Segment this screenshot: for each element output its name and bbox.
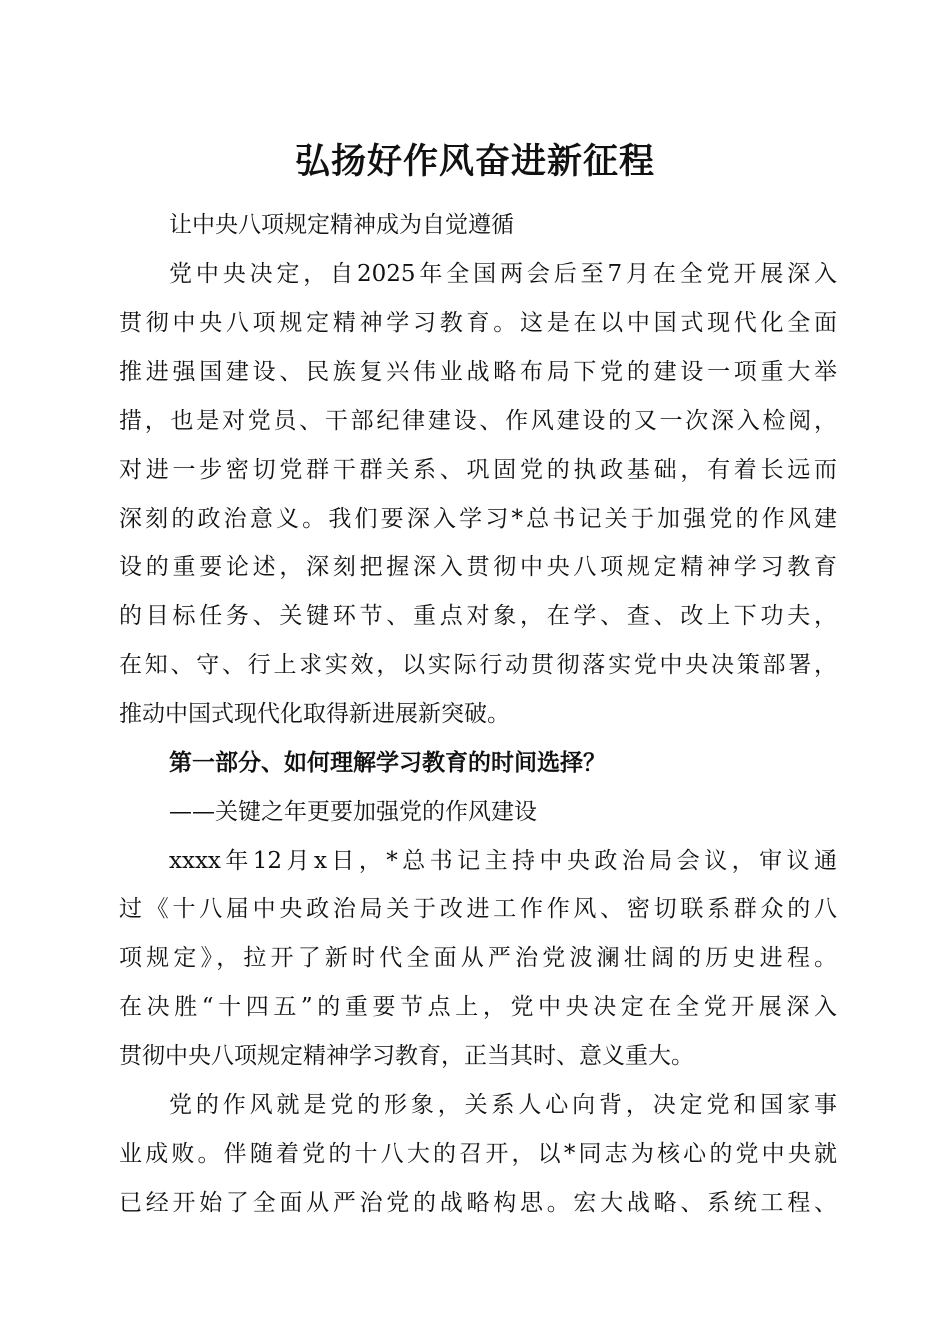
section-heading: 第一部分、如何理解学习教育的时间选择？ <box>169 749 606 776</box>
paragraph-line: 在知、守、行上求实效，以实际行动贯彻落实党中央决策部署， <box>119 652 837 678</box>
paragraph-line: 推动中国式现代化取得新进展新突破。 <box>119 701 510 727</box>
paragraph-line: 推进强国建设、民族复兴伟业战略布局下党的建设一项重大举 <box>119 359 837 385</box>
paragraph-line: 贯彻中央八项规定精神学习教育。这是在以中国式现代化全面 <box>119 310 837 336</box>
paragraph-line: 党的作风就是党的形象，关系人心向背，决定党和国家事 <box>169 1092 837 1118</box>
section-subheading: ——关键之年更要加强党的作风建设 <box>169 799 537 825</box>
paragraph-line: 过《十八届中央政治局关于改进工作作风、密切联系群众的八 <box>119 896 837 922</box>
document-subtitle: 让中央八项规定精神成为自觉遵循 <box>169 212 514 238</box>
paragraph-line: 业成败。伴随着党的十八大的召开，以*同志为核心的党中央就 <box>119 1141 837 1167</box>
paragraph-line: 措，也是对党员、干部纪律建设、作风建设的又一次深入检阅， <box>119 408 837 434</box>
paragraph-line: 在决胜“十四五”的重要节点上，党中央决定在全党开展深入 <box>119 994 837 1020</box>
paragraph-line: 对进一步密切党群干群关系、巩固党的执政基础，有着长远而 <box>119 457 837 483</box>
paragraph-line: 党中央决定，自2025年全国两会后至7月在全党开展深入 <box>169 261 837 287</box>
paragraph-line: 项规定》，拉开了新时代全面从严治党波澜壮阔的历史进程。 <box>119 945 837 971</box>
paragraph-line: 深刻的政治意义。我们要深入学习*总书记关于加强党的作风建 <box>119 506 837 532</box>
paragraph-line: 的目标任务、关键环节、重点对象，在学、查、改上下功夫， <box>119 603 837 629</box>
paragraph-line: 已经开始了全面从严治党的战略构思。宏大战略、系统工程、 <box>119 1190 837 1216</box>
document-title: 弘扬好作风奋进新征程 <box>294 141 655 182</box>
paragraph-line: xxxx年12月x日，*总书记主持中央政治局会议，审议通 <box>169 848 837 874</box>
paragraph-line: 设的重要论述，深刻把握深入贯彻中央八项规定精神学习教育 <box>119 554 837 580</box>
paragraph-line: 贯彻中央八项规定精神学习教育，正当其时、意义重大。 <box>119 1043 694 1069</box>
